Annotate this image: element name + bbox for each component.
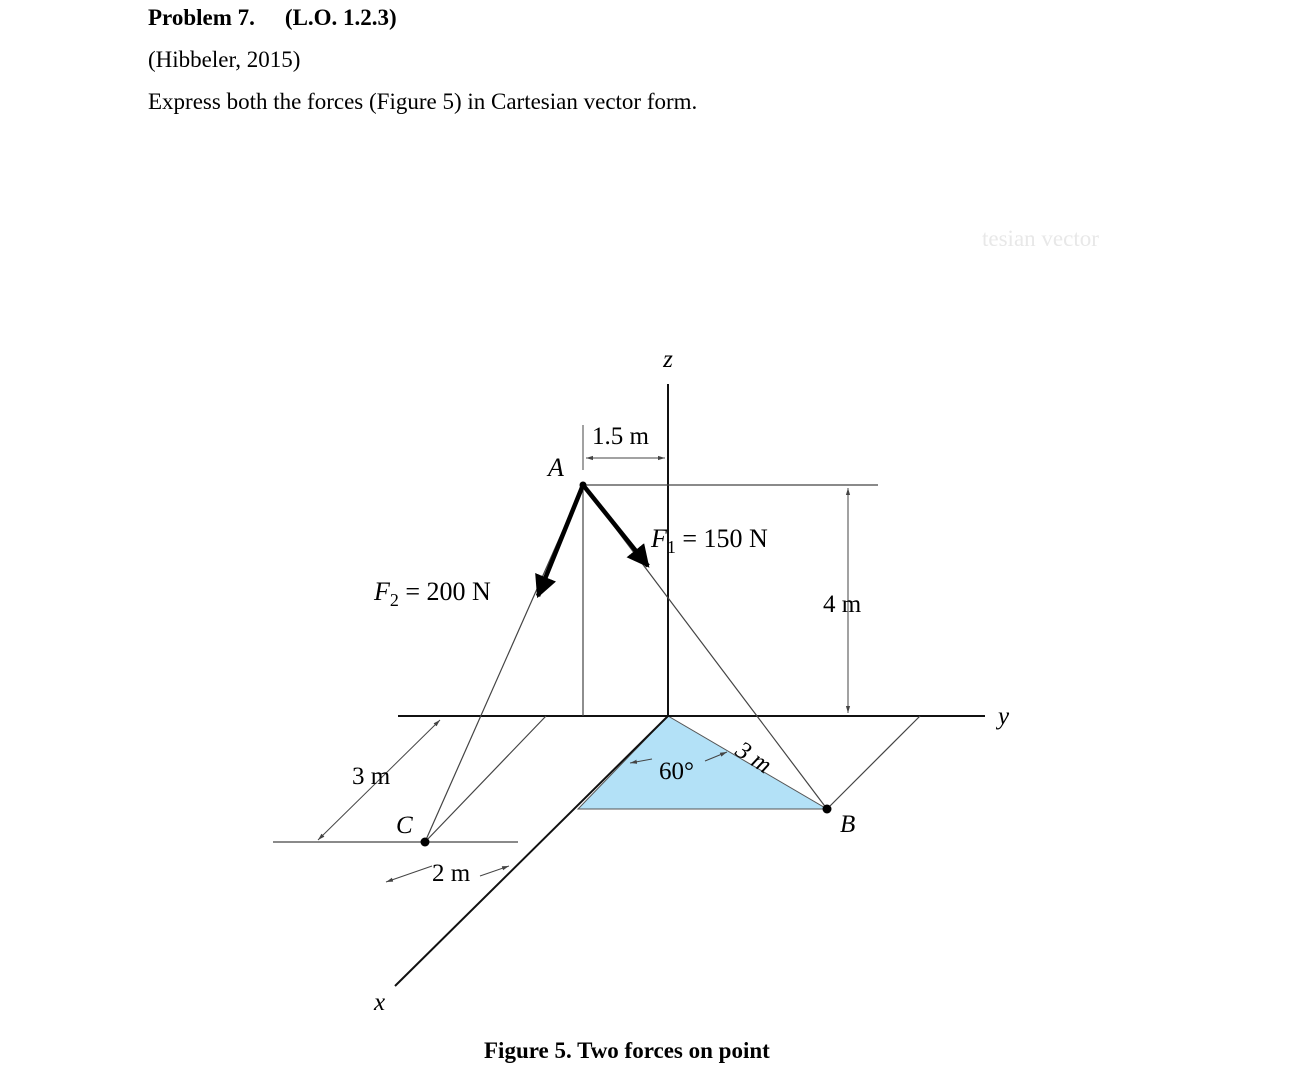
axis-label-z: z — [663, 346, 673, 373]
dim-label-1-5m: 1.5 m — [592, 423, 649, 450]
x-axis — [395, 716, 668, 986]
task-statement: Express both the forces (Figure 5) in Cartesian vector form. — [148, 89, 698, 114]
dim-label-3m-b: 3 m — [730, 736, 777, 780]
faint-bleed-text: tesian vector — [982, 226, 1099, 251]
dim-label-4m: 4 m — [823, 591, 862, 618]
problem-label: Problem 7. — [148, 5, 255, 30]
dim-label-3m-c: 3 m — [352, 763, 391, 790]
point-a-dot — [580, 482, 587, 489]
axis-label-y: y — [998, 703, 1010, 730]
force-f2-value: = 200 N — [398, 577, 491, 606]
point-c-dot — [421, 838, 430, 847]
force-f1-value: = 150 N — [675, 524, 768, 553]
dim-2m-arrow-right — [480, 866, 509, 876]
force-f2-subscript: 2 — [389, 590, 399, 610]
point-label-c: C — [396, 812, 413, 839]
dim-label-2m: 2 m — [432, 860, 471, 887]
force-f1-arrow — [583, 485, 648, 566]
shaded-triangle — [578, 716, 827, 809]
point-b-dot — [823, 805, 832, 814]
point-label-b: B — [840, 811, 856, 838]
force-label-f2 — [373, 577, 491, 610]
dim-2m-arrow-left — [386, 866, 432, 882]
c-parallel-x-line — [425, 716, 546, 842]
force-f1-symbol: F — [651, 524, 667, 553]
angle-label-60: 60° — [659, 758, 694, 785]
force-f2-arrow — [538, 485, 583, 596]
learning-outcome: (L.O. 1.2.3) — [284, 5, 397, 30]
force-f1-subscript: 1 — [666, 537, 676, 557]
point-label-a: A — [548, 453, 564, 482]
force-f2-symbol: F — [374, 577, 390, 606]
axis-label-x: x — [374, 989, 386, 1016]
source-citation: (Hibbeler, 2015) — [148, 47, 301, 72]
figure-caption: Figure 5. Two forces on point — [484, 1038, 770, 1063]
b-parallel-x-line — [827, 716, 920, 809]
